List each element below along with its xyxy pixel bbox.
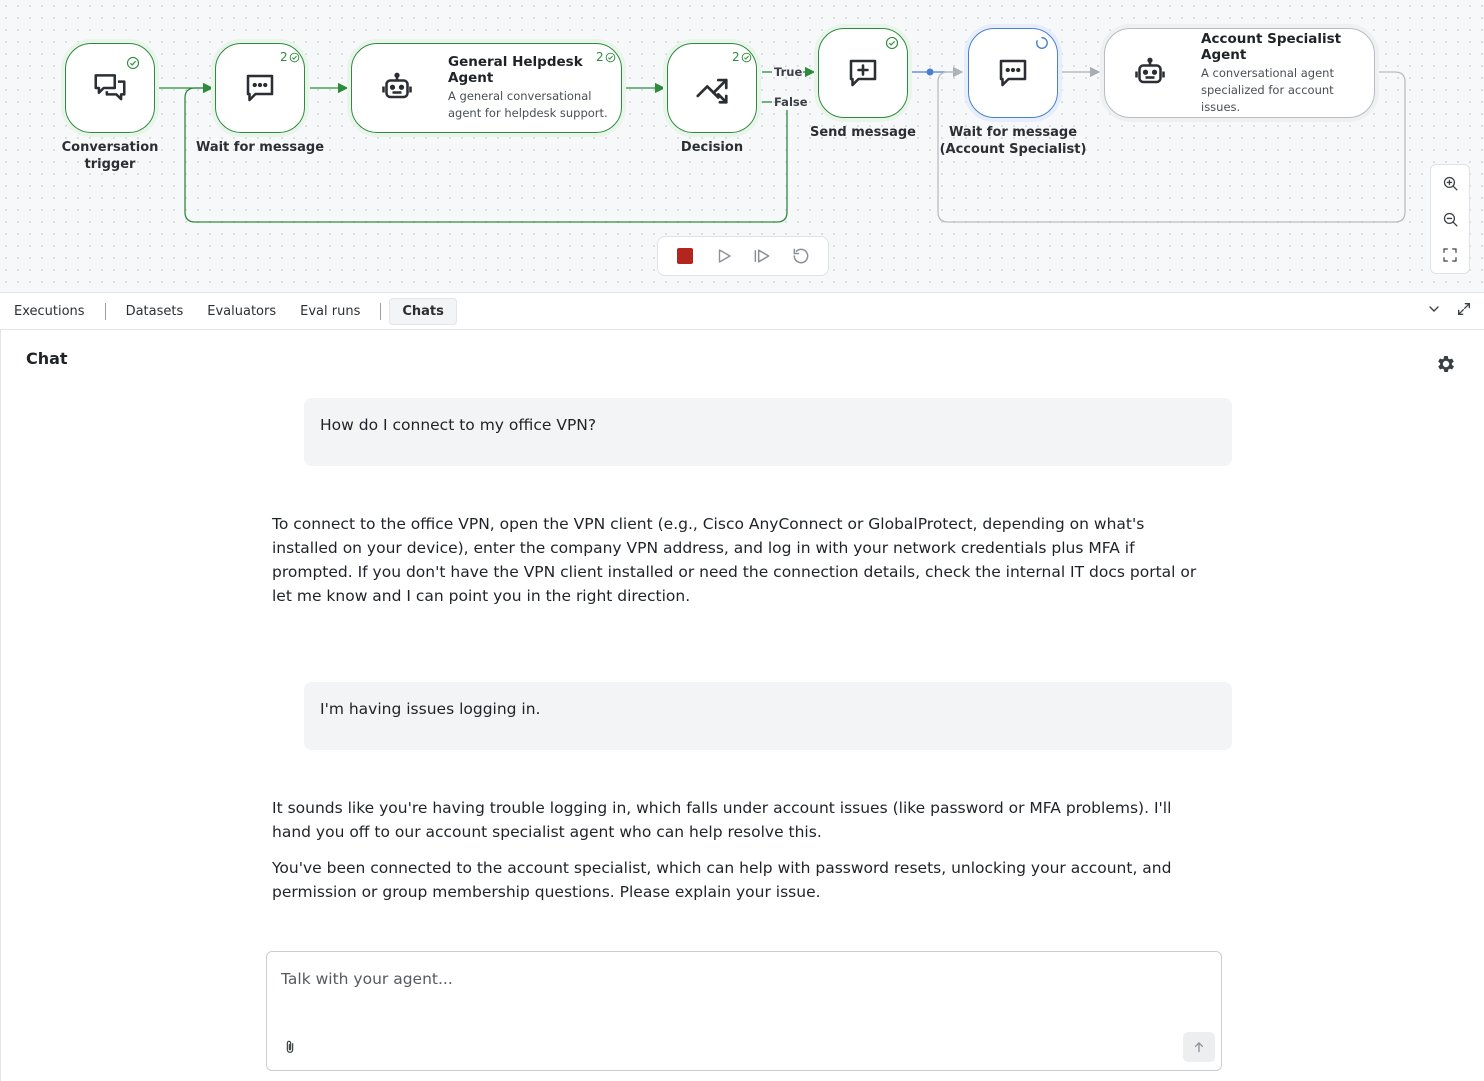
- arrow-up-icon: [1192, 1040, 1206, 1054]
- node-trigger-box[interactable]: [65, 43, 155, 133]
- user-message: How do I connect to my office VPN?: [304, 398, 1232, 466]
- execution-count-badge: [280, 50, 300, 64]
- stop-icon: [677, 248, 693, 264]
- node-description-line: A conversational agent: [1201, 65, 1334, 80]
- chevron-down-icon[interactable]: [1426, 301, 1442, 317]
- play-button[interactable]: [711, 243, 737, 269]
- agent-message: To connect to the office VPN, open the VPN client (e.g., Cisco AnyConnect or GlobalProtect, depending on what's installed on your device), enter the company VPN address, and log in with your network credentials plus MFA if prompted. If you don't have the VPN client installed or need the connection details, check the internal IT docs portal or let me know and I can point you in the right direction.: [272, 515, 1197, 605]
- chat-composer: [266, 951, 1222, 1071]
- message-dots-icon: [242, 70, 278, 106]
- node-text: [1201, 31, 1374, 116]
- branch-label-true: True: [774, 65, 803, 79]
- node-label: [938, 124, 1088, 158]
- check-circle-icon: [741, 52, 752, 63]
- node-label: Wait for message: [195, 140, 325, 155]
- node-label-line: trigger: [84, 157, 136, 172]
- bottom-panel-tabs: [0, 293, 1484, 330]
- tab-chats[interactable]: Chats: [389, 298, 457, 325]
- tab-divider: [105, 303, 106, 320]
- check-circle-icon: [126, 56, 140, 70]
- node-helpdesk-box[interactable]: [351, 43, 622, 133]
- node-description-line: agent for helpdesk support.: [448, 106, 608, 120]
- play-icon: [715, 247, 733, 265]
- chat-bubbles-icon: [91, 69, 129, 107]
- node-label-line: Conversation: [61, 140, 159, 155]
- node-text: [448, 54, 621, 122]
- node-title: Account Specialist Agent: [1201, 30, 1342, 63]
- node-label: [50, 139, 170, 173]
- zoom-out-icon[interactable]: [1442, 211, 1459, 228]
- robot-icon: [379, 70, 415, 106]
- chat-panel: [0, 330, 1484, 1081]
- node-specialist-box[interactable]: [1104, 28, 1375, 118]
- node-icon-tile: [358, 49, 436, 127]
- step-button[interactable]: [749, 243, 775, 269]
- node-label: Decision: [680, 140, 744, 155]
- node-label-line: (Account Specialist): [939, 142, 1087, 157]
- loading-spinner-icon: [1035, 36, 1049, 50]
- stop-button[interactable]: [672, 243, 698, 269]
- branch-label-false: False: [774, 95, 808, 109]
- execution-count: 2: [280, 50, 288, 64]
- robot-icon: [1132, 55, 1168, 91]
- send-button[interactable]: [1183, 1032, 1215, 1062]
- chat-title: Chat: [26, 349, 68, 368]
- user-message: I'm having issues logging in.: [304, 682, 1232, 750]
- node-title: General Helpdesk Agent: [448, 54, 583, 86]
- restart-button[interactable]: [788, 243, 814, 269]
- agent-message: You've been connected to the account specialist, which can help with password resets, unlocking your account, and permission or group membership questions. Please explain your issue.: [272, 859, 1172, 901]
- branch-arrows-icon: [693, 69, 731, 107]
- workflow-canvas[interactable]: [0, 0, 1484, 293]
- panel-tools: [1426, 301, 1472, 317]
- execution-count: 2: [596, 50, 604, 64]
- tab-eval-runs[interactable]: Eval runs: [300, 303, 361, 319]
- execution-count-badge: [732, 50, 752, 64]
- execution-count: 2: [732, 50, 740, 64]
- agent-message: It sounds like you're having trouble logging in, which falls under account issues (like password or MFA problems). I'll hand you off to our account specialist agent who can help resolve this.: [272, 799, 1172, 841]
- tab-executions[interactable]: Executions: [14, 303, 85, 319]
- message-dots-icon: [995, 55, 1031, 91]
- execution-count-badge: [596, 50, 616, 64]
- node-description-line: A general conversational: [448, 89, 592, 103]
- step-icon: [752, 246, 772, 266]
- tab-datasets[interactable]: Datasets: [125, 303, 184, 319]
- check-circle-icon: [885, 36, 899, 50]
- node-description-line: specialized for account issues.: [1201, 82, 1334, 114]
- tab-evaluators[interactable]: Evaluators: [207, 303, 277, 319]
- fit-view-icon[interactable]: [1442, 247, 1458, 263]
- gear-icon[interactable]: [1435, 353, 1457, 375]
- paperclip-icon[interactable]: [282, 1038, 298, 1056]
- expand-icon[interactable]: [1456, 301, 1472, 317]
- run-controls: [657, 236, 829, 276]
- node-label-line: Wait for message: [948, 125, 1078, 140]
- tab-divider: [380, 303, 381, 320]
- chat-input[interactable]: [281, 970, 1181, 1010]
- check-circle-icon: [289, 52, 300, 63]
- check-circle-icon: [605, 52, 616, 63]
- node-description: [1201, 65, 1374, 116]
- node-label: Send message: [810, 125, 916, 140]
- node-icon-tile: [1111, 34, 1189, 112]
- edge-active-dot: [927, 69, 934, 76]
- restart-icon: [791, 246, 811, 266]
- zoom-controls: [1430, 164, 1470, 274]
- node-description: [448, 88, 621, 122]
- zoom-in-icon[interactable]: [1442, 175, 1459, 192]
- message-plus-icon: [845, 55, 881, 91]
